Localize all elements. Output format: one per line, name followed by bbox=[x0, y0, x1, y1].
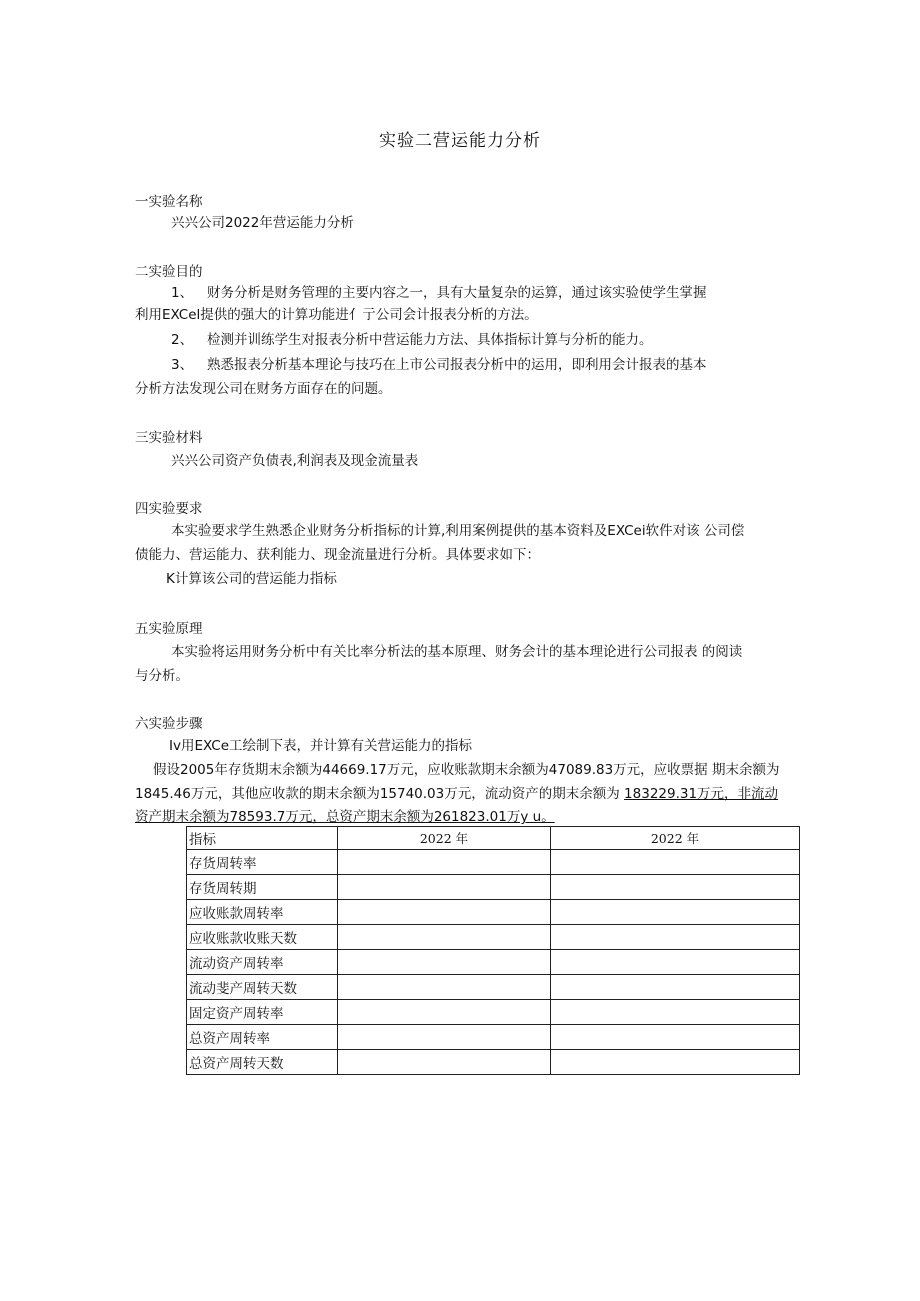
header-cell-indicator: 指标 bbox=[187, 827, 338, 850]
indicator-label: 应收账款周转率 bbox=[187, 900, 338, 925]
value-cell[interactable] bbox=[338, 1050, 551, 1075]
indicator-label: 存货周转率 bbox=[187, 850, 338, 875]
indicator-label: 存货周转期 bbox=[187, 875, 338, 900]
table-row bbox=[187, 1025, 800, 1050]
objective-item-2 bbox=[171, 329, 653, 351]
header-cell-year-1: 2022 年 bbox=[338, 827, 551, 850]
requirements-line-2: 债能力、营运能力、获利能力、现金流量进行分析。具体要求如下： bbox=[135, 547, 540, 563]
value-cell[interactable] bbox=[338, 900, 551, 925]
value-cell[interactable] bbox=[551, 850, 800, 875]
value-cell[interactable] bbox=[338, 850, 551, 875]
value-cell[interactable] bbox=[551, 975, 800, 1000]
indicator-label: 总资产周转率 bbox=[187, 1025, 338, 1050]
table-row bbox=[187, 875, 800, 900]
objective-number: 3、 bbox=[171, 357, 194, 373]
objective-text: 检测并训练学生对报表分析中营运能力方法、具体指标计算与分析的能力。 bbox=[207, 332, 653, 348]
objective-number: 1、 bbox=[171, 285, 194, 301]
value-cell[interactable] bbox=[338, 925, 551, 950]
value-cell[interactable] bbox=[551, 875, 800, 900]
section-heading-experiment-name: 一实验名称 bbox=[135, 194, 203, 210]
value-cell[interactable] bbox=[551, 900, 800, 925]
indicator-label: 应收账款收账天数 bbox=[187, 925, 338, 950]
objective-text: 熟悉报表分析基本理论与技巧在上市公司报表分析中的运用，即利用会计报表的基本 bbox=[207, 357, 707, 373]
value-cell[interactable] bbox=[551, 1000, 800, 1025]
objective-item-1-continued: 利用EXCel提供的强大的计算功能进亻亍公司会计报表分析的方法。 bbox=[135, 307, 538, 323]
objective-item-3 bbox=[171, 354, 707, 376]
steps-assumption-line-3: 资产期末余额为78593.7万元，总资产期末余额为261823.01万y u。 bbox=[135, 809, 555, 825]
objective-number: 2、 bbox=[171, 332, 194, 348]
indicator-label: 固定资产周转率 bbox=[187, 1000, 338, 1025]
experiment-name-text: 兴兴公司2022年营运能力分析 bbox=[171, 215, 354, 231]
objective-item-1 bbox=[171, 282, 707, 304]
section-heading-materials: 三实验材料 bbox=[135, 430, 203, 446]
section-heading-steps: 六实验步骤 bbox=[135, 716, 203, 732]
table-header-row bbox=[187, 827, 800, 850]
requirements-line-1: 本实验要求学生熟悉企业财务分析指标的计算,利用案例提供的基本资料及EXCei软件对该 公司偿 bbox=[171, 523, 745, 539]
section-heading-requirements: 四实验要求 bbox=[135, 501, 203, 517]
value-cell[interactable] bbox=[551, 1025, 800, 1050]
value-cell[interactable] bbox=[551, 1050, 800, 1075]
section-heading-objectives: 二实验目的 bbox=[135, 264, 203, 280]
table-row bbox=[187, 1000, 800, 1025]
principles-line-1: 本实验将运用财务分析中有关比率分析法的基本原理、财务会计的基本理论进行公司报表 的阅读 bbox=[171, 644, 743, 660]
table-row bbox=[187, 975, 800, 1000]
materials-text: 兴兴公司资产负债表,利润表及现金流量表 bbox=[171, 453, 419, 469]
table-row bbox=[187, 925, 800, 950]
value-cell[interactable] bbox=[338, 875, 551, 900]
header-cell-year-2: 2022 年 bbox=[551, 827, 800, 850]
value-cell[interactable] bbox=[338, 975, 551, 1000]
objective-text: 财务分析是财务管理的主要内容之一，具有大量复杂的运算，通过该实验使学生掌握 bbox=[207, 285, 707, 301]
indicator-label: 流动斐产周转天数 bbox=[187, 975, 338, 1000]
section-heading-principles: 五实验原理 bbox=[135, 621, 203, 637]
steps-assumption-text: 1845.46万元，其他应收款的期末余额为15740.03万元，流动资产的期末余额为 bbox=[135, 786, 625, 802]
indicator-label: 流动资产周转率 bbox=[187, 950, 338, 975]
requirements-item: K计算该公司的营运能力指标 bbox=[166, 571, 337, 587]
value-cell[interactable] bbox=[338, 1025, 551, 1050]
table-row bbox=[187, 950, 800, 975]
indicator-label: 总资产周转天数 bbox=[187, 1050, 338, 1075]
principles-line-2: 与分析。 bbox=[135, 668, 189, 684]
value-cell[interactable] bbox=[551, 925, 800, 950]
page-title: 实验二营运能力分析 bbox=[379, 131, 541, 151]
steps-assumption-line-1: 假设2005年存货期末余额为44669.17万元，应收账款期末余额为47089.83万元，应收票据 期末余额为 bbox=[153, 762, 780, 778]
value-cell[interactable] bbox=[551, 950, 800, 975]
steps-line-1: Iv用EXCe工绘制下表，并计算有关营运能力的指标 bbox=[169, 738, 472, 754]
value-cell[interactable] bbox=[338, 950, 551, 975]
table-row bbox=[187, 1050, 800, 1075]
value-cell[interactable] bbox=[338, 1000, 551, 1025]
table-row bbox=[187, 900, 800, 925]
table-row bbox=[187, 850, 800, 875]
steps-assumption-line-2 bbox=[135, 783, 778, 805]
indicator-table bbox=[186, 826, 800, 1075]
steps-assumption-underlined: 183229.31万元，非流动 bbox=[624, 786, 779, 802]
objective-item-3-continued: 分析方法发现公司在财务方面存在的问题。 bbox=[135, 381, 392, 397]
